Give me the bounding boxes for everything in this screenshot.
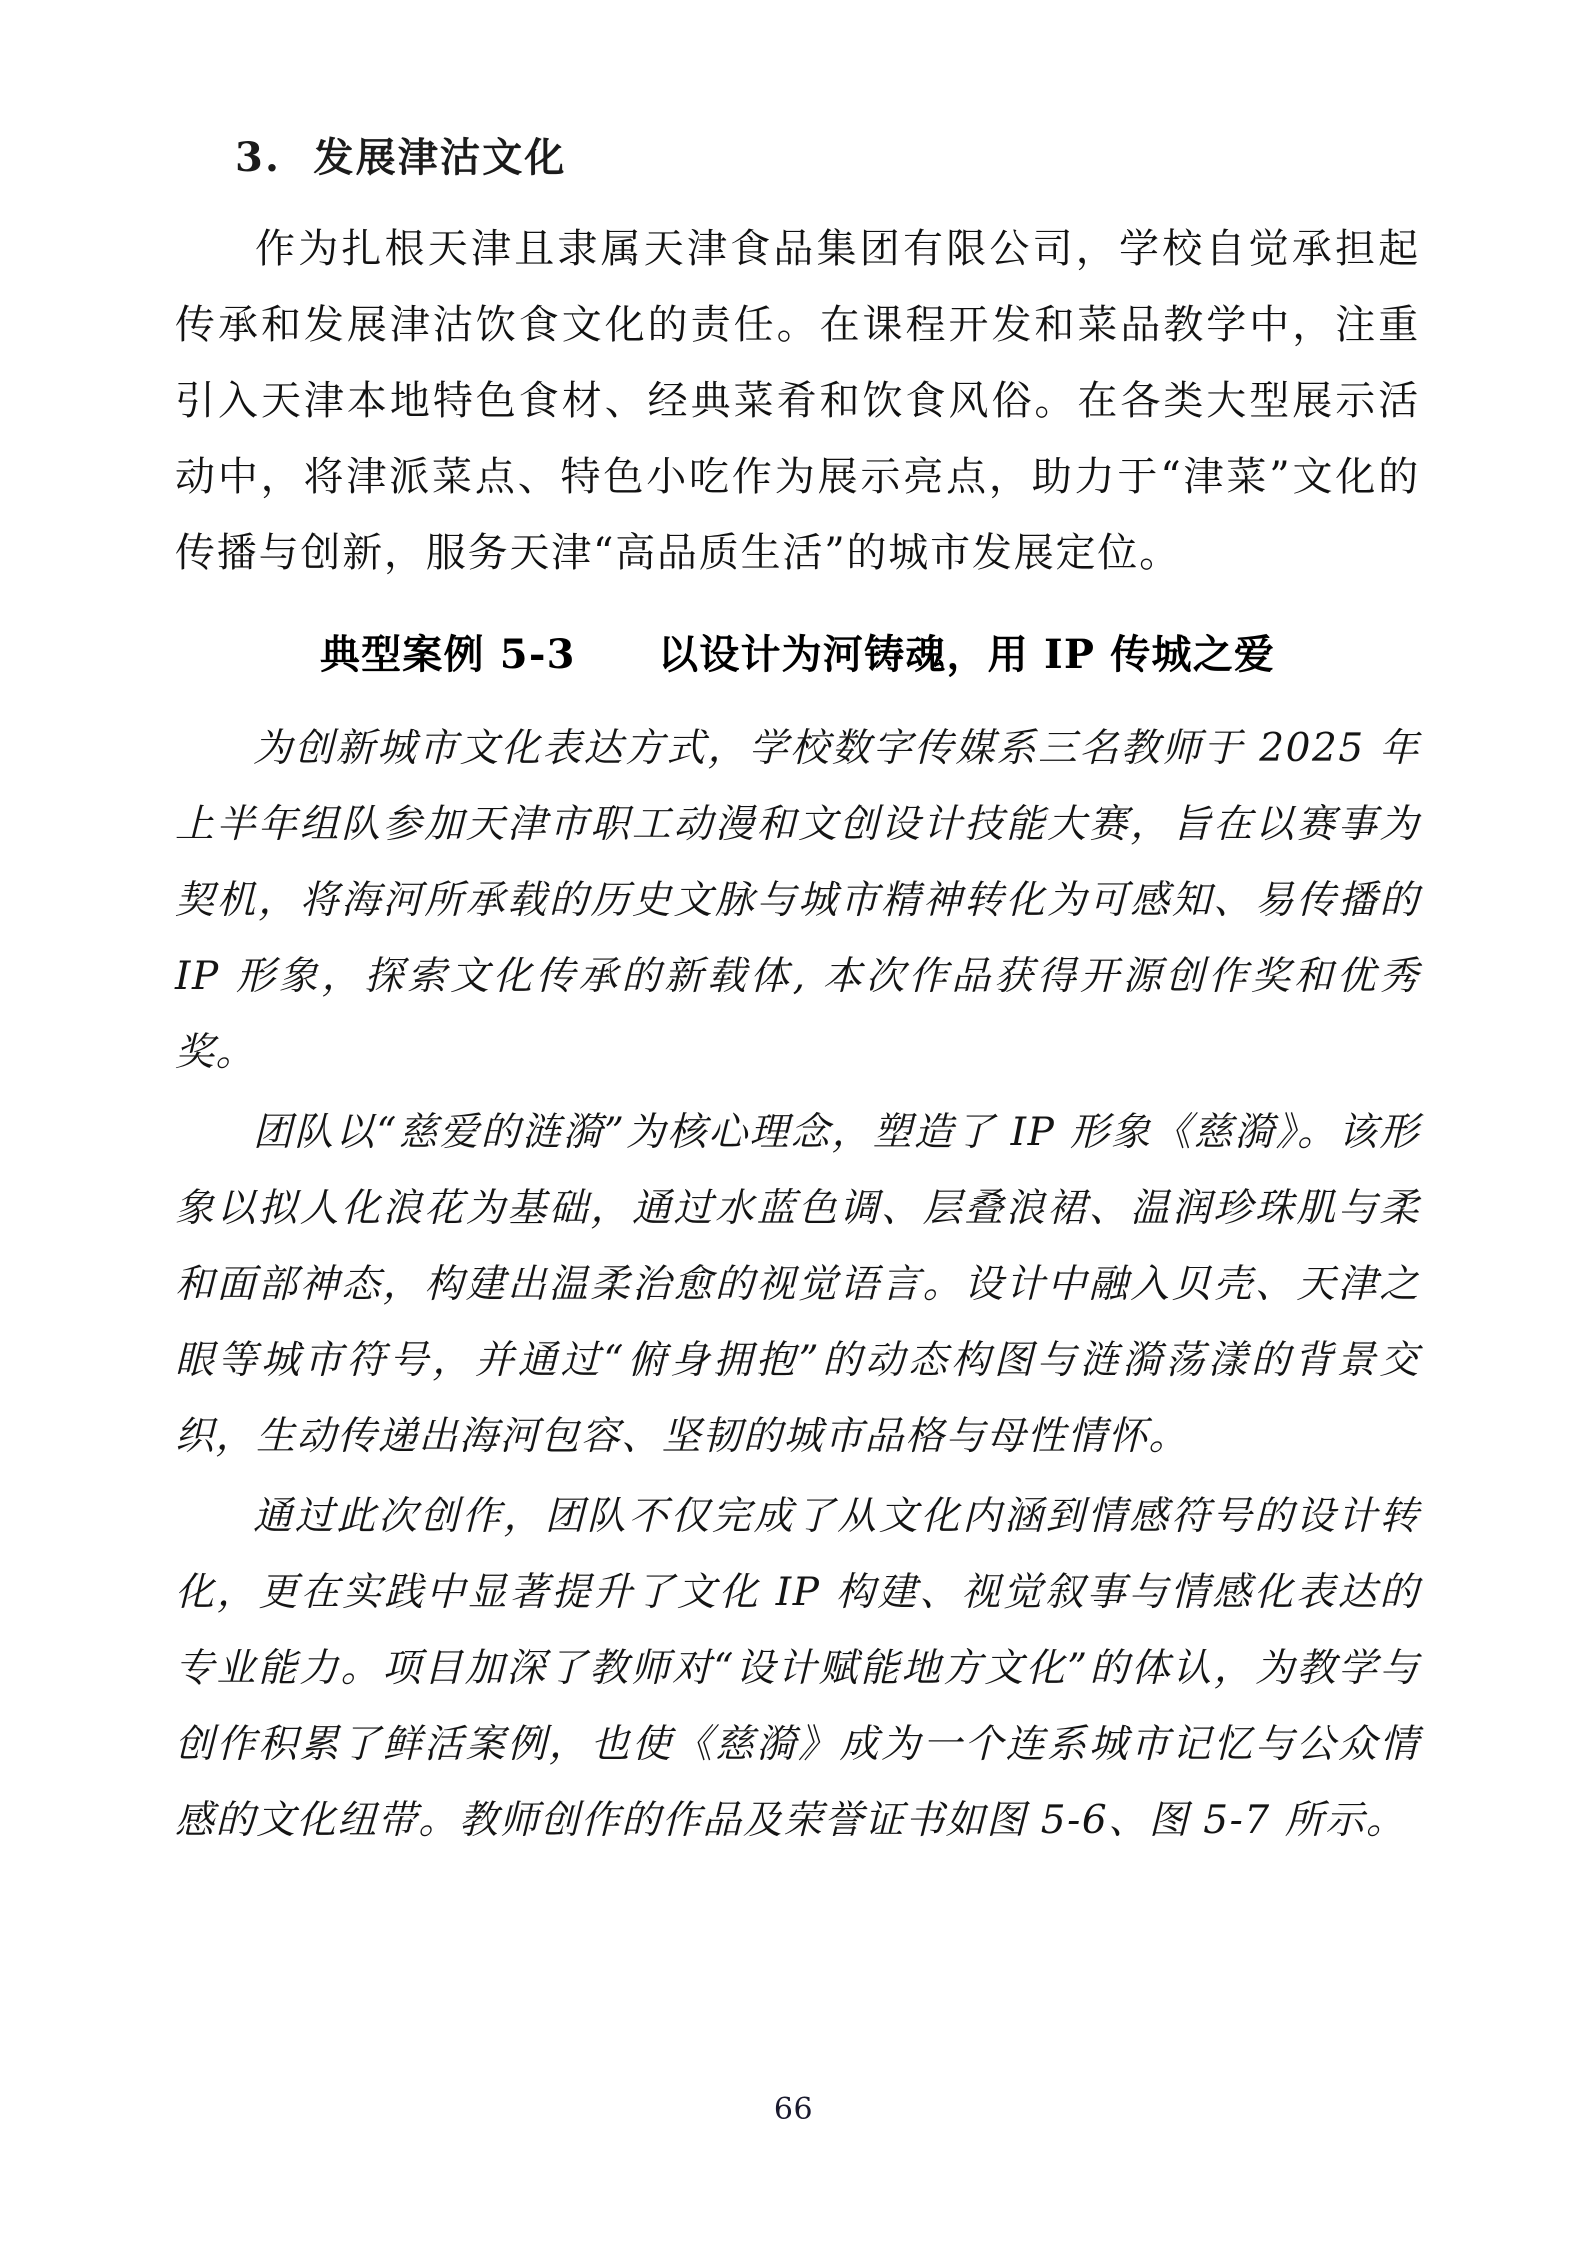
section-heading: 3. 发展津沽文化: [235, 134, 567, 181]
page-number: 66: [773, 2092, 814, 2127]
paragraph-case-body-1: 为创新城市文化表达方式，学校数字传媒系三名教师于 2025 年上半年组队参加天津市职工动漫和文创设计技能大赛，旨在以赛事为契机，将海河所承载的历史文脉与城市精神转化为可感知、易传播的 IP 形象，探索文化传承的新载体, 本次作品获得开源创作奖和优秀奖。: [175, 725, 1420, 1075]
paragraph-case-body-3: 通过此次创作，团队不仅完成了从文化内涵到情感符号的设计转化，更在实践中显著提升了文化 IP 构建、视觉叙事与情感化表达的专业能力。项目加深了教师对“设计赋能地方文化”的体认，为教学与创作积累了鲜活案例，也使《慈漪》成为一个连系城市记忆与公众情感的文化纽带。教师创作的作品及荣誉证书如图 5-6、图 5-7 所示。: [175, 1493, 1420, 1843]
paragraph-case-body-2: 团队以“慈爱的涟漪”为核心理念，塑造了 IP 形象《慈漪》。该形象以拟人化浪花为基础，通过水蓝色调、层叠浪裙、温润珍珠肌与柔和面部神态，构建出温柔治愈的视觉语言。设计中融入贝壳、天津之眼等城市符号，并通过“俯身拥抱”的动态构图与涟漪荡漾的背景交织，生动传递出海河包容、坚韧的城市品格与母性情怀。: [175, 1109, 1420, 1459]
case-study-title: 典型案例 5-3 以设计为河铸魂，用 IP 传城之爱: [319, 630, 1276, 678]
paragraph-intro: 作为扎根天津且隶属天津食品集团有限公司，学校自觉承担起传承和发展津沽饮食文化的责任。在课程开发和菜品教学中，注重引入天津本地特色食材、经典菜肴和饮食风俗。在各类大型展示活动中，将津派菜点、特色小吃作为展示亮点，助力于“津菜”文化的传播与创新，服务天津“高品质生活”的城市发展定位。: [175, 225, 1420, 576]
page-content: [175, 130, 1420, 1863]
